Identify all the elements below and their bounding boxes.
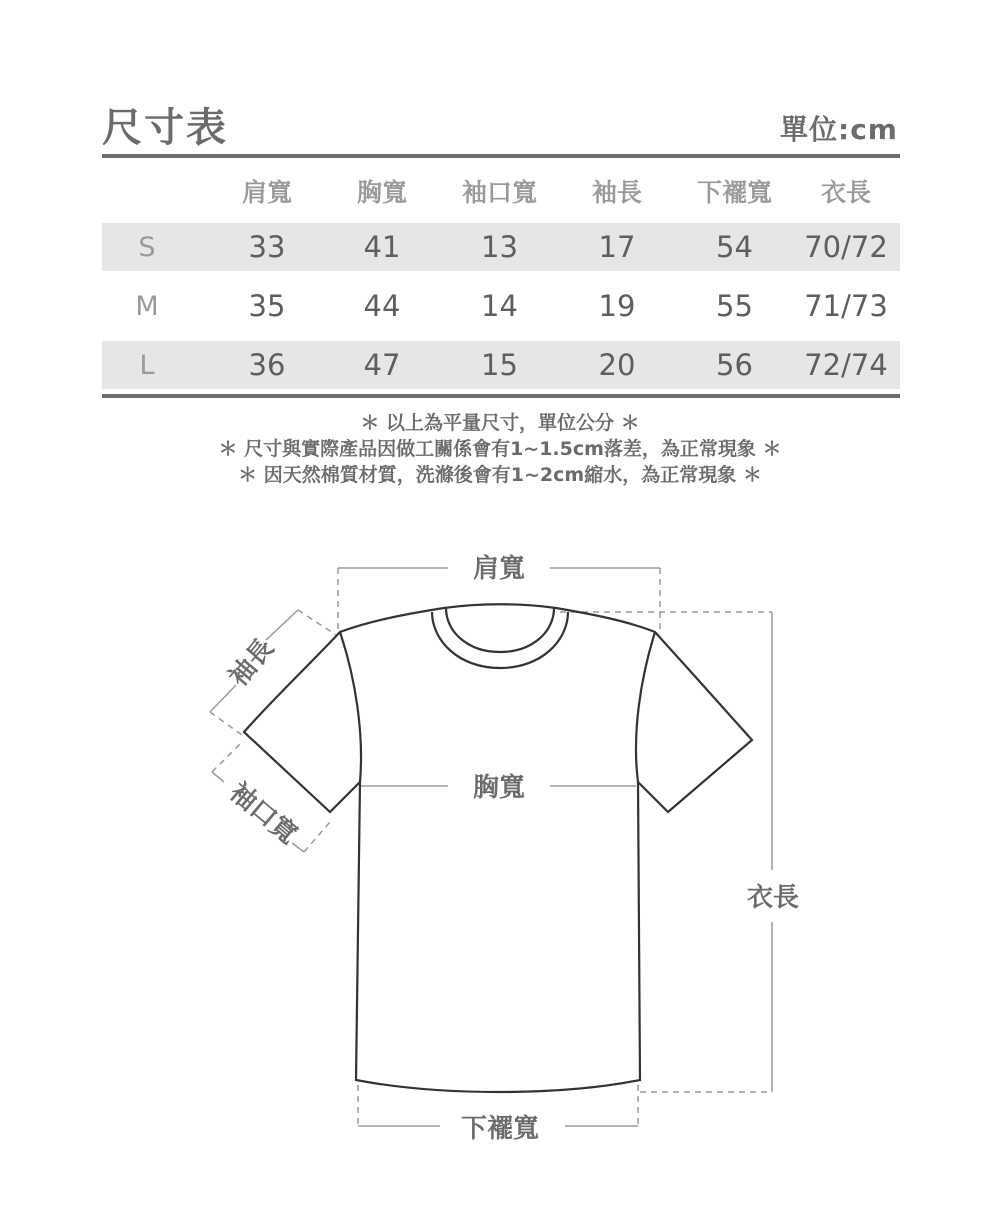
value-length: 70/72 (804, 230, 888, 264)
value-sleeve: 17 (598, 230, 636, 264)
label-sleeve-length: 袖長 (223, 633, 281, 693)
unit-label: 單位:cm (780, 113, 898, 146)
header-hem: 下襬寬 (696, 178, 772, 207)
size-label: L (139, 349, 155, 381)
size-label: M (135, 290, 159, 322)
value-hem: 54 (716, 230, 753, 264)
tshirt-outline (244, 604, 752, 1092)
value-cuff: 15 (481, 348, 518, 382)
value-hem: 55 (716, 289, 753, 323)
note-line: ＊ 以上為平量尺寸，單位公分 ＊ (360, 412, 640, 434)
label-hem: 下襬寬 (460, 1114, 540, 1144)
value-shoulder: 35 (248, 289, 286, 323)
value-cuff: 13 (481, 230, 518, 264)
value-cuff: 14 (481, 289, 518, 323)
page-title: 尺寸表 (102, 105, 228, 151)
header-shoulder: 肩寬 (241, 178, 292, 207)
label-chest: 胸寬 (472, 773, 526, 803)
value-hem: 56 (716, 348, 753, 382)
label-cuff-width: 袖口寬 (223, 777, 303, 851)
value-chest: 44 (363, 289, 401, 323)
header-chest: 胸寬 (356, 178, 407, 207)
value-shoulder: 33 (248, 230, 286, 264)
header-length: 衣長 (820, 178, 871, 207)
value-sleeve: 19 (598, 289, 636, 323)
value-length: 72/74 (804, 348, 888, 382)
note-line: ＊ 尺寸與實際產品因做工關係會有1~1.5cm落差，為正常現象 ＊ (218, 438, 782, 460)
label-length: 衣長 (746, 883, 800, 913)
value-chest: 41 (363, 230, 401, 264)
size-label: S (138, 231, 156, 263)
header-cuff: 袖口寬 (461, 178, 537, 207)
value-chest: 47 (363, 348, 401, 382)
note-line: ＊ 因天然棉質材質，洗滌後會有1~2cm縮水，為正常現象 ＊ (238, 464, 762, 486)
value-shoulder: 36 (248, 348, 286, 382)
value-sleeve: 20 (598, 348, 636, 382)
value-length: 71/73 (804, 289, 888, 323)
label-shoulder: 肩寬 (472, 554, 526, 584)
header-sleeve: 袖長 (591, 178, 642, 207)
